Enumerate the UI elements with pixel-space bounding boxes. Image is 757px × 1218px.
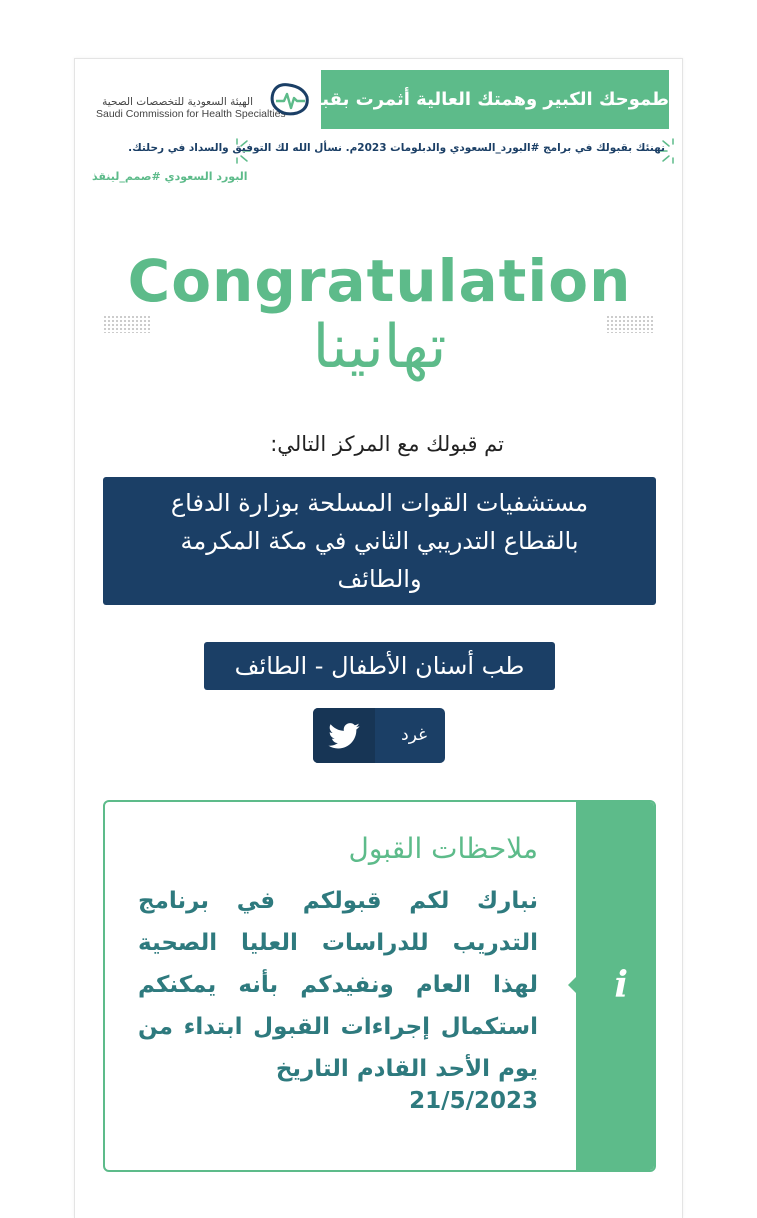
tahaneena-title: تهانينا — [312, 312, 447, 382]
hashtags: البورد السعودي #صمم_لينقذ — [92, 170, 248, 183]
info-icon: i — [614, 964, 628, 1006]
specialty-box: طب أسنان الأطفال - الطائف — [204, 642, 555, 690]
congratulation-title: Congratulation — [127, 247, 632, 315]
scfhs-logo — [93, 79, 313, 123]
tweet-label[interactable]: غرد — [401, 725, 427, 745]
header-banner: طموحك الكبير وهمتك العالية أثمرت بقبولك.. — [321, 70, 669, 129]
twitter-bird-icon — [328, 723, 360, 749]
notes-date: 21/5/2023 — [409, 1088, 538, 1114]
notes-body: نبارك لكم قبولكم في برنامج التدريب للدراسات العليا الصحية لهذا العام ونفيدكم بأنه يمكنكم استكمال إجراءات القبول ابتداء من يوم الأحد القادم التاريخ — [138, 888, 538, 1082]
acceptance-notes-panel — [103, 800, 656, 1172]
tweet-icon-area[interactable] — [313, 708, 375, 763]
training-center-box — [103, 477, 656, 605]
logo-name-ar: الهيئة السعودية للتخصصات الصحية — [102, 96, 253, 108]
center-name-line-3: والطائف — [337, 565, 422, 593]
logo-name-en: Saudi Commission for Health Specialties — [96, 108, 286, 120]
tweet-button[interactable] — [313, 708, 445, 763]
acceptance-card — [74, 58, 683, 1218]
notes-side-bar — [576, 802, 654, 1170]
notes-title: ملاحظات القبول — [348, 832, 538, 865]
congrats-subline: نهنئك بقبولك في برامج #البورد_السعودي والدبلومات 2023م. نسأل الله لك التوفيق والسداد في رحلتك. — [128, 142, 665, 154]
notes-arrow — [568, 975, 578, 995]
accepted-with-label: تم قبولك مع المركز التالي: — [270, 432, 504, 456]
center-name-line-1: مستشفيات القوات المسلحة بوزارة الدفاع — [170, 489, 589, 517]
center-name-line-2: بالقطاع التدريبي الثاني في مكة المكرمة — [180, 527, 579, 555]
scfhs-logo-icon — [267, 79, 313, 119]
